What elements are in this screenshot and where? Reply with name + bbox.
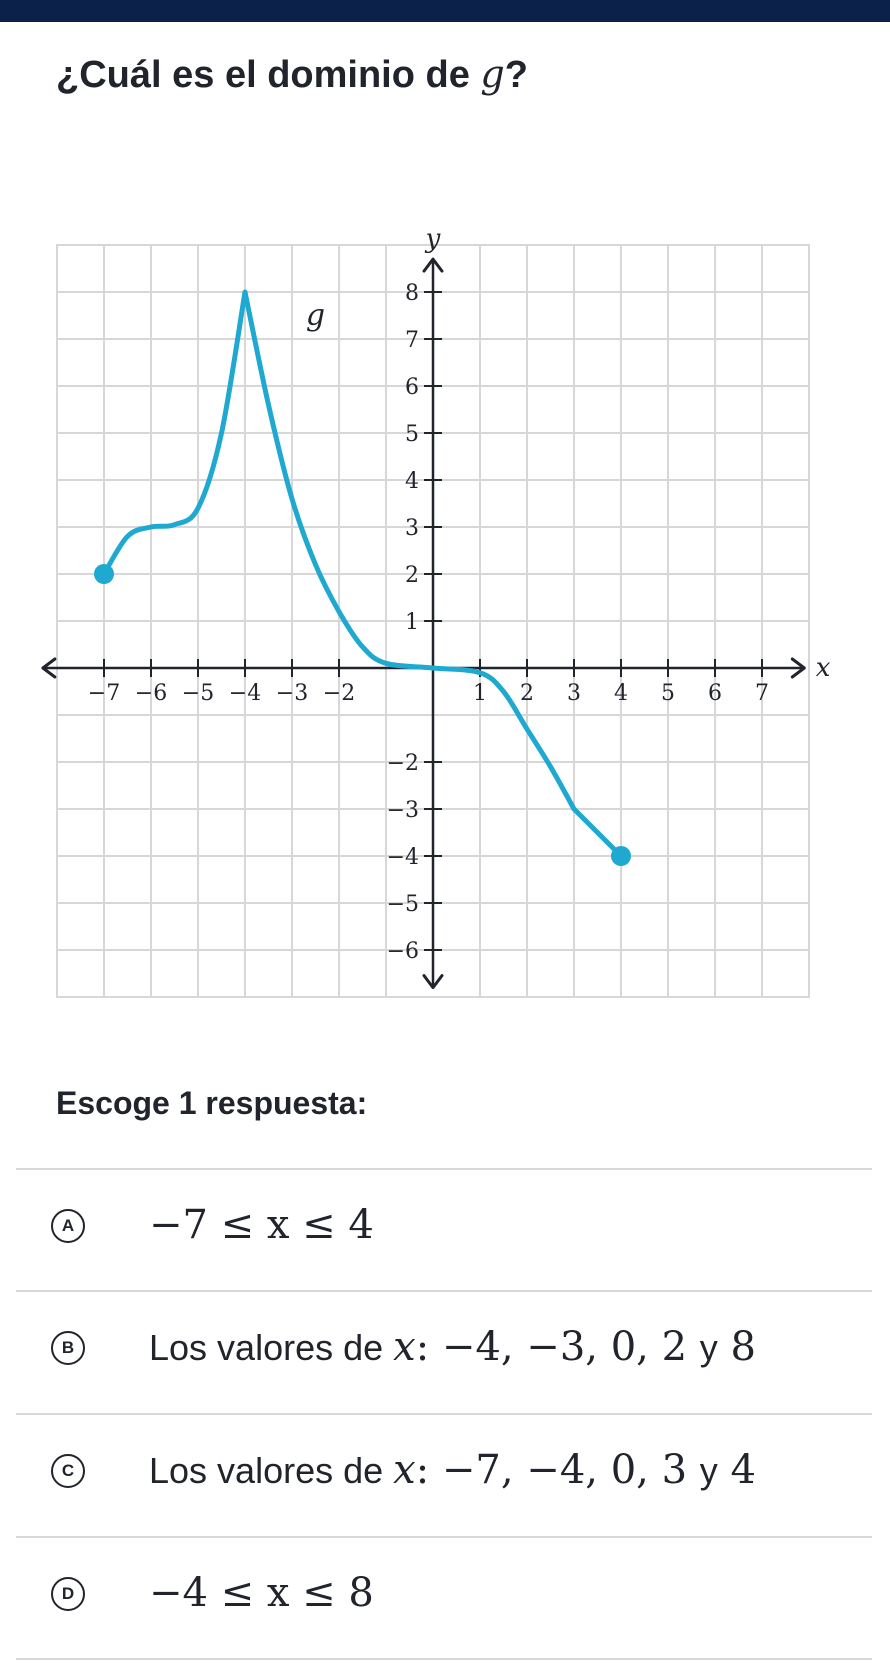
choice-b-content	[149, 1324, 756, 1370]
y-tick-label: 3	[405, 516, 419, 541]
x-tick-label: 1	[473, 681, 487, 706]
choice-a-text: −7 ≤ x ≤ 4	[149, 1202, 374, 1248]
choice-b-values: : −4, −3, 0, 2	[415, 1324, 700, 1370]
y-tick-label: −3	[386, 798, 419, 823]
choice-letter-d: D	[51, 1577, 85, 1611]
choice-c-conj: y	[699, 1450, 718, 1491]
choice-letter-b: B	[51, 1331, 85, 1365]
y-tick-label: −5	[386, 892, 419, 917]
answer-prompt: Escoge 1 respuesta:	[56, 1085, 368, 1121]
y-tick-label: −6	[386, 939, 419, 964]
choice-c-values: : −7, −4, 0, 3	[415, 1447, 700, 1493]
choice-b-last: 8	[717, 1324, 756, 1370]
choice-b-var: x	[393, 1324, 416, 1370]
choice-d-text: −4 ≤ x ≤ 8	[149, 1570, 374, 1616]
choice-a[interactable]	[16, 1169, 872, 1287]
x-tick-label: −4	[228, 681, 262, 706]
choice-c-label: Los valores de	[149, 1450, 384, 1491]
x-tick-label: −6	[134, 681, 168, 706]
choice-d[interactable]	[16, 1537, 872, 1655]
choice-b-conj: y	[699, 1327, 718, 1368]
choice-c-var: x	[393, 1447, 416, 1493]
question-prefix: ¿Cuál es el dominio de	[56, 54, 481, 96]
y-tick-label: 2	[405, 563, 419, 588]
y-tick-label: 4	[405, 469, 419, 494]
choice-b-label: Los valores de	[149, 1327, 384, 1368]
choice-c-content	[149, 1447, 756, 1493]
question-title	[56, 52, 528, 97]
x-tick-label: 7	[755, 681, 769, 706]
choice-c-last: 4	[717, 1447, 756, 1493]
divider	[16, 1658, 872, 1660]
y-tick-label: 7	[405, 328, 419, 353]
closed-endpoint	[94, 564, 114, 584]
x-tick-label: 4	[614, 681, 628, 706]
y-tick-label: 8	[405, 281, 419, 306]
choice-b[interactable]	[16, 1291, 872, 1409]
question-variable: g	[480, 52, 505, 96]
x-axis-label: x	[815, 653, 831, 683]
choice-letter-c: C	[51, 1454, 85, 1488]
question-suffix: ?	[504, 54, 528, 96]
choice-letter-a: A	[51, 1209, 85, 1243]
choice-a-content	[149, 1202, 374, 1248]
y-tick-label: 5	[405, 422, 419, 447]
x-tick-label: −7	[87, 681, 121, 706]
y-tick-label: 6	[405, 375, 419, 400]
choice-c[interactable]	[16, 1414, 872, 1532]
x-tick-label: −3	[275, 681, 309, 706]
y-tick-label: −2	[386, 751, 419, 776]
y-tick-label: −4	[386, 845, 419, 870]
function-graph	[0, 195, 890, 1015]
y-axis-label: y	[425, 224, 441, 255]
x-tick-label: −5	[181, 681, 215, 706]
x-tick-label: −2	[322, 681, 356, 706]
x-tick-label: 2	[520, 681, 534, 706]
closed-endpoint	[611, 846, 631, 866]
x-tick-label: 3	[567, 681, 581, 706]
top-bar	[0, 0, 890, 22]
x-tick-label: 6	[708, 681, 722, 706]
y-tick-label: 1	[405, 610, 419, 635]
x-tick-label: 5	[661, 681, 675, 706]
function-label: g	[305, 297, 326, 333]
choice-d-content	[149, 1570, 374, 1616]
